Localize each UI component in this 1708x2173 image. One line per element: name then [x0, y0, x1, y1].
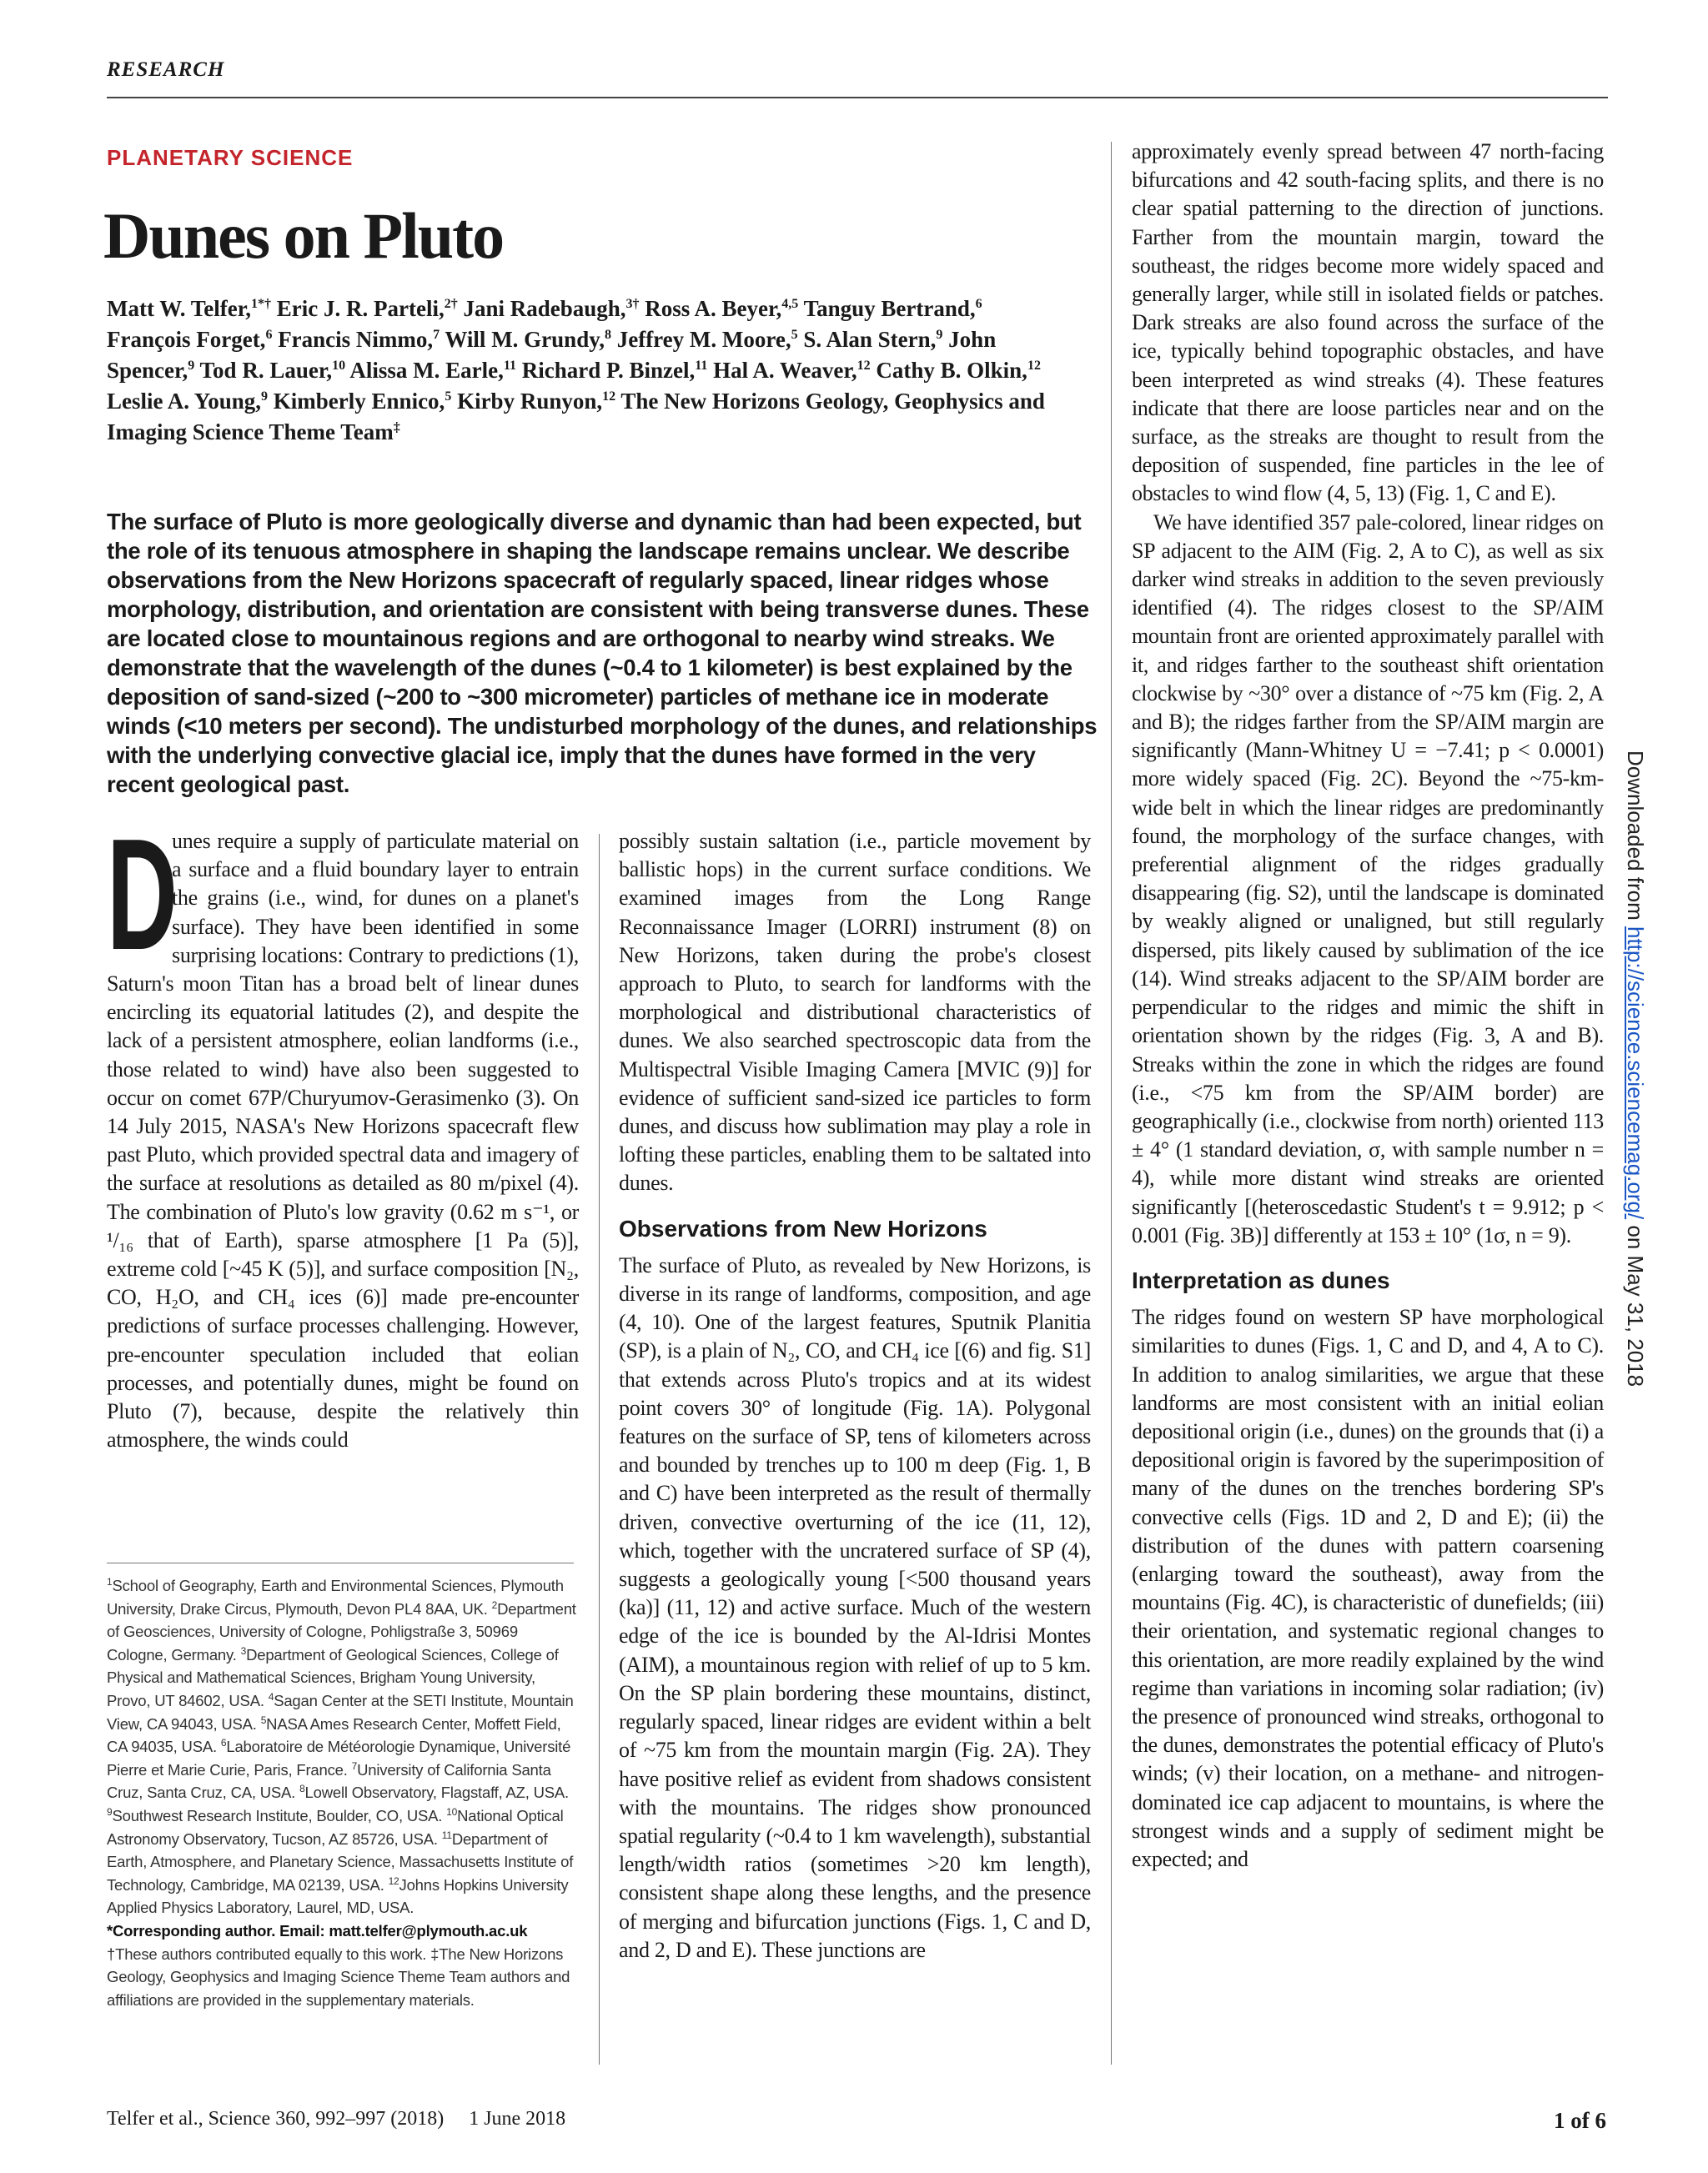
author-affiliation-marker: 12: [602, 389, 616, 404]
author-footnote: †These authors contributed equally to this work. ‡The New Horizons Geology, Geophysics and Imaging Science Theme Team authors and affiliations are provided in the supplementary materials.: [107, 1945, 570, 2009]
author-name: Matt W. Telfer,: [107, 296, 252, 321]
paragraph: possibly sustain saltation (i.e., particle movement by ballistic hops) in the current surface conditions. We examined images from the Long Range Reconnaissance Imager (LORRI) instrument (8) on New Horizons, taken during the probe's closest approach to Pluto, to search for landforms with the morphological and distributional characteristics of dunes. We also searched spectroscopic data from the Multispectral Visible Imaging Camera [MVIC (9)] for evidence of sufficient sand-sized ice particles to form dunes, and discuss how sublimation may play a role in lofting these particles, enabling them to be saltated into dunes.: [619, 829, 1091, 1196]
column-divider: [1111, 142, 1112, 2065]
paragraph: We have identified 357 pale-colored, linear ridges on SP adjacent to the AIM (Fig. 2, A to C), as well as six darker wind streaks in addition to the seven previously identified (4). The ridges closest to the SP/AIM mountain front are oriented approximately parallel with it, and ridges farther to the southeast shift orientation clockwise by ~30° over a distance of ~75 km (Fig. 2, A and B); the ridges farther from the SP/AIM margin are significantly (Mann-Whitney U = −7.41; p < 0.0001) more widely spaced (Fig. 2C). Beyond the ~75-km-wide belt in which the linear ridges are predominantly found, the morphology of the surface changes, with preferential alignment of the ridges gradually disappearing (fig. S2), until the landscape is dominated by weakly aligned or unaligned, but still regularly dispersed, pits likely caused by sublimation of the ice (14). Wind streaks adjacent to the SP/AIM border are perpendicular to the ridges and mimic the shift in orientation shown by the ridges (Fig. 3, A and B). Streaks within the zone in which the ridges are found (i.e., <75 km from the SP/AIM border) are geographically (i.e., clockwise from north) oriented 113 ± 4° (1 standard deviation, σ, with sample number n = 4), while more distant wind streaks are oriented significantly [(heteroscedastic Student's t = 9.912; p < 0.001 (Fig. 3B)] differently at 153 ± 10° (1σ, n = 9).: [1132, 509, 1604, 1247]
download-link[interactable]: http://science.sciencemag.org/: [1623, 926, 1648, 1220]
abstract: The surface of Pluto is more geologically diverse and dynamic than had been expected, but the role of its tenuous atmosphere in shaping the landscape remains unclear. We describe observations from the New Horizons spacecraft of regularly spaced, linear ridges whose morphology, distribution, and orientation are consistent with being transverse dunes. These are located close to mountainous regions and are orthogonal to nearby wind streaks. We demonstrate that the wavelength of the dunes (~0.4 to 1 kilometer) is best explained by the deposition of sand-sized (~200 to ~300 micrometer) particles of methane ice in moderate winds (<10 meters per second). The undisturbed morphology of the dunes, and relationships with the underlying convective glacial ice, imply that the dunes have formed in the very recent geological past.: [107, 509, 1098, 797]
affiliations-block: [107, 1574, 579, 2011]
author-name: Kirby Runyon,: [457, 389, 603, 414]
affiliation-number: 1: [107, 1575, 113, 1588]
affiliation-number: 9: [107, 1805, 113, 1818]
affiliation-number: 12: [388, 1874, 399, 1887]
author-name: Will M. Grundy,: [445, 327, 605, 352]
author-affiliation-marker: 6: [265, 328, 273, 342]
download-prefix: Downloaded from: [1623, 750, 1648, 926]
author-name: Leslie A. Young,: [107, 389, 262, 414]
section-heading-observations: Observations from New Horizons: [619, 1215, 987, 1242]
author-name: Tod R. Lauer,: [199, 358, 333, 383]
author-name: Tanguy Bertrand,: [803, 296, 976, 321]
intro-paragraph: [107, 806, 579, 1454]
author-affiliation-marker: 5: [445, 389, 452, 404]
author-name: Richard P. Binzel,: [521, 358, 696, 383]
affiliation-text: Department of Earth, Atmosphere, and Planetary Science, Massachusetts Institute of Technology, Cambridge, MA 02139, USA.: [107, 1829, 574, 1894]
affiliation-text: NASA Ames Research Center, Moffett Field, CA 94035, USA.: [107, 1714, 561, 1756]
author-name: Francis Nimmo,: [278, 327, 434, 352]
author-name: Alissa M. Earle,: [349, 358, 504, 383]
author-name: Jani Radebaugh,: [463, 296, 626, 321]
author-affiliation-marker: 1*†: [251, 297, 272, 311]
author-name: François Forget,: [107, 327, 266, 352]
author-name: Kimberly Ennico,: [273, 389, 445, 414]
affiliation-list: [107, 1577, 576, 1916]
author-affiliation-marker: 4,5: [781, 297, 799, 311]
affiliation-text: School of Geography, Earth and Environmental Sciences, Plymouth University, Drake Circus, Plymouth, Devon PL4 8AA, UK.: [107, 1577, 564, 1618]
affiliation-text: Department of Geosciences, University of Cologne, Pohligstraße 3, 50969 Cologne, Germany.: [107, 1599, 576, 1664]
affiliation-number: 3: [240, 1644, 247, 1657]
body-column-2: [619, 827, 1091, 1965]
author-affiliation-marker: 9: [936, 328, 943, 342]
author-affiliation-marker: 11: [695, 359, 708, 373]
affiliation-number: 5: [260, 1714, 267, 1726]
paragraph: approximately evenly spread between 47 north-facing bifurcations and 42 south-facing splits, and there is no clear spatial patterning to the direction of junctions. Farther from the mountain margin, toward the southeast, the ridges become more widely spaced and generally larger, while still in isolated fields or patches. Dark streaks are also found across the surface of the ice, typically behind topographic obstacles, and have been interpreted as wind streaks (4). These features indicate that there are loose particles near and on the surface, as the streaks are thought to result from the deposition of suspended, fine particles in the lee of obstacles to wind flow (4, 5, 13) (Fig. 1, C and E).: [1132, 139, 1604, 506]
author-name: Ross A. Beyer,: [645, 296, 782, 321]
corresponding-author: *Corresponding author. Email: matt.telfer@plymouth.ac.uk: [107, 1921, 528, 1940]
section-kicker: PLANETARY SCIENCE: [107, 145, 354, 170]
author-affiliation-marker: 5: [791, 328, 798, 342]
citation-footer: Telfer et al., Science 360, 992–997 (2018) 1 June 2018: [107, 2108, 566, 2130]
author-name: The New Horizons Geology, Geophysics and Imaging Science Theme Team: [107, 389, 1045, 444]
section-label: RESEARCH: [107, 58, 225, 81]
affiliation-number: 7: [351, 1759, 358, 1772]
affiliation-text: National Optical Astronomy Observatory, Tucson, AZ 85726, USA.: [107, 1806, 564, 1848]
author-name: Jeffrey M. Moore,: [616, 327, 791, 352]
author-affiliation-marker: 9: [188, 359, 195, 373]
author-name: S. Alan Stern,: [803, 327, 937, 352]
author-affiliation-marker: 6: [975, 297, 982, 311]
author-name: Cathy B. Olkin,: [876, 358, 1027, 383]
author-name: Hal A. Weaver,: [713, 358, 857, 383]
download-suffix: on May 31, 2018: [1623, 1219, 1648, 1388]
page-number: 1 of 6: [1554, 2108, 1606, 2133]
author-affiliation-marker: 10: [332, 359, 346, 373]
author-name: Eric J. R. Parteli,: [276, 296, 445, 321]
author-affiliation-marker: 12: [1027, 359, 1041, 373]
author-list: [107, 294, 1066, 448]
section-heading-interpretation: Interpretation as dunes: [1132, 1267, 1390, 1293]
body-column-1: [107, 806, 579, 1454]
affiliation-text: Sagan Center at the SETI Institute, Mountain View, CA 94043, USA.: [107, 1691, 574, 1733]
affiliation-text: Lowell Observatory, Flagstaff, AZ, USA.: [304, 1784, 569, 1802]
author-affiliation-marker: 3†: [625, 297, 640, 311]
author-affiliation-marker: 9: [261, 389, 269, 404]
column-divider: [599, 834, 600, 2065]
affiliation-text: Laboratoire de Météorologie Dynamique, Université Pierre et Marie Curie, Paris, France.: [107, 1738, 571, 1779]
affiliation-number: 10: [446, 1805, 458, 1818]
affiliation-number: 2: [491, 1598, 498, 1611]
affiliation-text: Johns Hopkins University Applied Physics Laboratory, Laurel, MD, USA.: [107, 1875, 569, 1917]
author-affiliation-marker: 8: [604, 328, 611, 342]
author-affiliation-marker: 7: [433, 328, 440, 342]
affiliation-text: Southwest Research Institute, Boulder, CO, USA.: [112, 1806, 447, 1824]
paragraph: The surface of Pluto, as revealed by New Horizons, is diverse in its range of landforms, composition, and age (4, 10). One of the largest features, Sputnik Planitia (SP), is a plain of N₂, CO, and CH₄ ice [(6) and fig. S1] that extends across Pluto's tropics and at its widest point covers 30° of longitude (Fig. 1A). Polygonal features on the surface of SP, tens of kilometers across and bounded by trenches up to 100 m deep (Fig. 1, B and C) have been interpreted as the result of thermally driven, convective overturning of the ice (11, 12), which, together with the uncratered surface of SP (4), suggests a geologically young [<500 thousand years (ka)] (11, 12) and active surface. Much of the western edge of the ice is bounded by the Al-Idrisi Montes (AIM), a mountainous region with relief of up to 5 km. On the SP plain bordering these mountains, distinct, regularly spaced, linear ridges are evident within a belt of ~75 km from the mountain margin (Fig. 2A). They have positive relief as evident from shadows consistent with the mountains. The ridges show pronounced spatial regularity (~0.4 to 1 km wavelength), substantial length/width ratios (sometimes >20 km length), consistent shape along these lengths, and the presence of merging and bifurcation junctions (Figs. 1, C and D, and 2, D and E). These junctions are: [619, 1252, 1091, 1962]
download-note: [1622, 750, 1648, 1668]
affiliation-text: University of California Santa Cruz, Santa Cruz, CA, USA.: [107, 1760, 551, 1802]
article-title: Dunes on Pluto: [103, 199, 504, 272]
author-affiliation-marker: 11: [503, 359, 516, 373]
header-rule: [107, 97, 1608, 98]
drop-cap: D: [107, 806, 178, 983]
affiliation-text: Department of Geological Sciences, College of Physical and Mathematical Sciences, Brigham Young University, Provo, UT 84602, USA.: [107, 1645, 559, 1709]
author-affiliation-marker: 12: [857, 359, 871, 373]
affiliation-number: 6: [220, 1737, 227, 1749]
affiliation-number: 11: [441, 1829, 452, 1841]
affiliation-number: 4: [268, 1690, 274, 1703]
affiliation-number: 8: [299, 1783, 305, 1795]
paragraph-text: unes require a supply of particulate material on a surface and a fluid boundary layer to entrain the grains (i.e., wind, for dunes on a planet's surface). They have been identified in some surprising locations: Contrary to predictions (1), Saturn's moon Titan has a broad belt of linear dunes encircling its equatorial latitudes (2), and despite the lack of a persistent atmosphere, eolian landforms (i.e., those related to wind) have also been suggested to occur on comet 67P/Churyumov-Gerasimenko (3). On 14 July 2015, NASA's New Horizons spacecraft flew past Pluto, which provided spectral data and imagery of the surface at resolutions as detailed as 80 m/pixel (4). The combination of Pluto's low gravity (0.62 m s⁻¹, or ¹/₁₆ that of Earth), sparse atmosphere [1 Pa (5)], extreme cold [~45 K (5)], and surface composition [N₂, CO, H₂O, and CH₄ ices (6)] made pre-encounter predictions of surface processes challenging. However, pre-encounter speculation included that eolian processes, and potentially dunes, might be found on Pluto (7), because, despite the relatively thin atmosphere, the winds could: [107, 829, 579, 1453]
author-name: John Spencer,: [107, 327, 997, 383]
author-affiliation-marker: 2†: [444, 297, 458, 311]
author-affiliation-marker: ‡: [393, 420, 400, 434]
body-column-3: [1132, 138, 1604, 1874]
paragraph: The ridges found on western SP have morphological similarities to dunes (Figs. 1, C and D, and 4, A to C). In addition to analog similarities, we argue that these landforms are most consistent with an initial eolian depositional origin (i.e., dunes) on the grounds that (i) a depositional origin is favored by the superimposition of many of the dunes on the trenches bordering SP's convective cells (Figs. 1D and 2, D and E); (ii) the distribution of the dunes with pattern coarsening (enlarging toward the southeast), away from the mountains (Fig. 4C), is characteristic of dunefields; (iii) their orientation, and systematic regional changes to this orientation, are more readily explained by the wind regime than variations in incoming solar radiation; (iv) the presence of pronounced wind streaks, orthogonal to the dunes, demonstrates the potential efficacy of Pluto's winds; (v) their location, on a methane- and nitrogen-dominated ice cap adjacent to mountains, is where the strongest winds and a supply of sediment might be expected; and: [1132, 1305, 1604, 1871]
